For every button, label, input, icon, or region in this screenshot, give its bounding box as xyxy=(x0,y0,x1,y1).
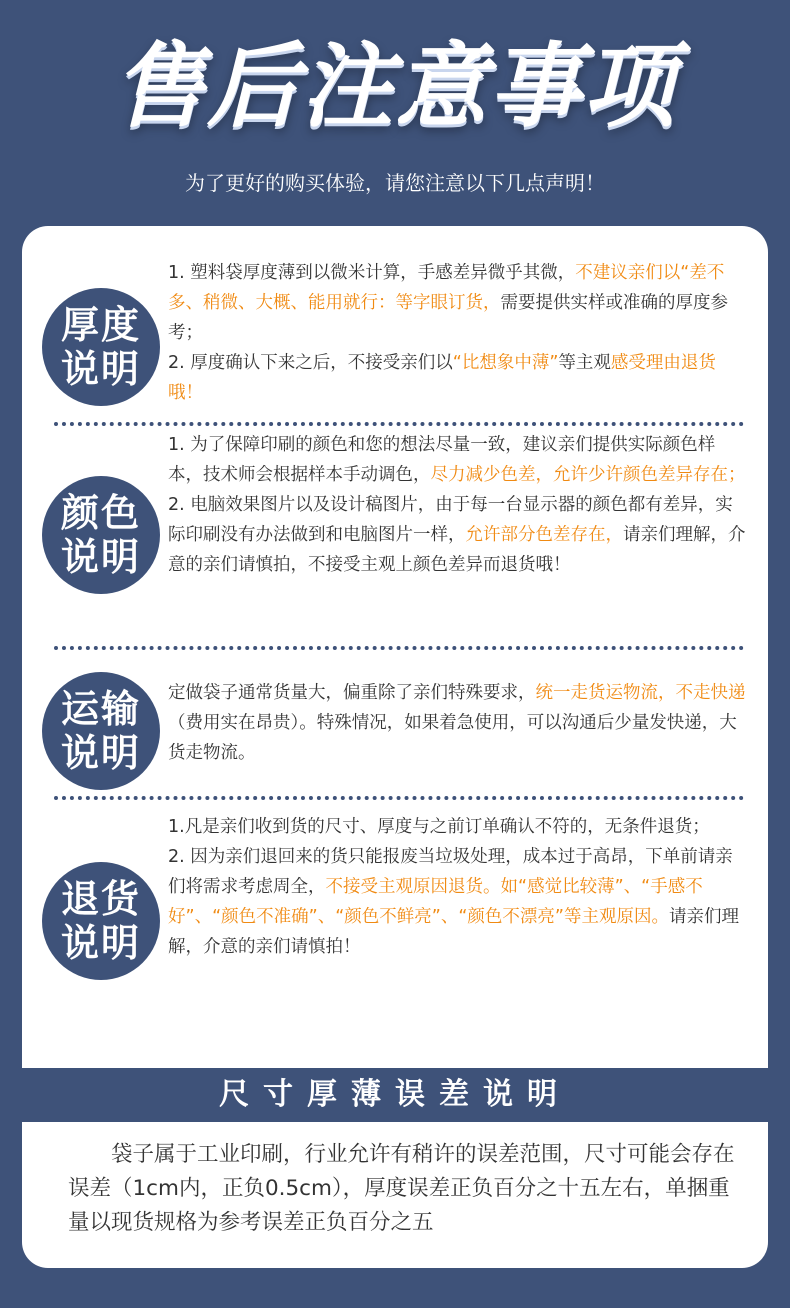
notice-card xyxy=(22,226,768,1268)
highlight-text: 尽力减少色差，允许少许颜色差异存在； xyxy=(430,465,746,485)
badge-line: 厚度 xyxy=(60,303,141,347)
badge-line: 退货 xyxy=(60,877,141,921)
error-section-body: 袋子属于工业印刷，行业允许有稍许的误差范围，尺寸可能会存在误差（1cm内，正负0.5cm），厚度误差正负百分之十五左右，单捆重量以现货规格为参考误差正负百分之五 xyxy=(68,1142,735,1235)
badge-line: 说明 xyxy=(60,921,141,965)
dotted-divider xyxy=(54,422,744,426)
page-subtitle: 为了更好的购买体验，请您注意以下几点声明！ xyxy=(185,171,605,195)
badge-line: 颜色 xyxy=(60,491,141,535)
error-section-title: 尺寸厚薄误差说明 xyxy=(22,1068,768,1122)
badge-line: 说明 xyxy=(60,535,141,579)
section-badge xyxy=(42,476,160,594)
highlight-text: 感受理由退货哦！ xyxy=(168,353,716,403)
body-text: 需要提供实样或准确的厚度参考； xyxy=(168,293,728,343)
body-text: 1.凡是亲们收到货的尺寸、厚度与之前订单确认不符的，无条件退货； xyxy=(168,817,710,837)
highlight-text: 不接受主观原因退货。如“感觉比较薄”、“手感不好”、“颜色不准确”、“颜色不鲜亮”、“颜色不漂亮”等主观原因。 xyxy=(168,877,703,927)
section-text xyxy=(168,258,748,408)
body-text: （费用实在昂贵）。特殊情况，如果着急使用，可以沟通后少量发快递，大货走物流。 xyxy=(168,713,737,763)
body-text: 2. 电脑效果图片以及设计稿图片，由于每一台显示器的颜色都有差异，实际印刷没有办法做到和电脑图片一样， xyxy=(168,495,733,545)
section-badge xyxy=(42,672,160,790)
body-text: 1. 为了保障印刷的颜色和您的想法尽量一致，建议亲们提供实际颜色样本，技术师会根据样本手动调色， xyxy=(168,435,716,485)
body-text: 定做袋子通常货量大，偏重除了亲们特殊要求， xyxy=(168,683,536,703)
section-badge xyxy=(42,862,160,980)
section-text xyxy=(168,678,748,768)
section-badge xyxy=(42,288,160,406)
dotted-divider xyxy=(54,796,744,800)
body-text: 请亲们理解，介意的亲们请慎拍！ xyxy=(168,907,739,957)
body-text: 2. 因为亲们退回来的货只能报废当垃圾处理，成本过于高昂，下单前请亲们将需求考虑周全， xyxy=(168,847,733,897)
body-text: 请亲们理解，介意的亲们请慎拍，不接受主观上颜色差异而退货哦！ xyxy=(168,525,746,575)
section-text xyxy=(168,812,748,962)
highlight-text: “比想象中薄” xyxy=(452,353,559,373)
highlight-text: 不建议亲们以“差不多、稍微、大概、能用就行：等字眼订货， xyxy=(168,263,725,313)
body-text: 等主观 xyxy=(558,353,611,373)
section-text xyxy=(168,430,748,580)
highlight-text: 允许部分色差存在， xyxy=(465,525,623,545)
dotted-divider xyxy=(54,646,744,650)
body-text: 1. 塑料袋厚度薄到以微米计算，手感差异微乎其微， xyxy=(168,263,576,283)
badge-line: 说明 xyxy=(60,347,141,391)
page-title: 售后注意事项 xyxy=(112,33,677,140)
badge-line: 运输 xyxy=(60,687,141,731)
body-text: 2. 厚度确认下来之后，不接受亲们以 xyxy=(168,353,453,373)
badge-line: 说明 xyxy=(60,731,141,775)
highlight-text: 统一走货运物流，不走快递 xyxy=(535,683,746,703)
